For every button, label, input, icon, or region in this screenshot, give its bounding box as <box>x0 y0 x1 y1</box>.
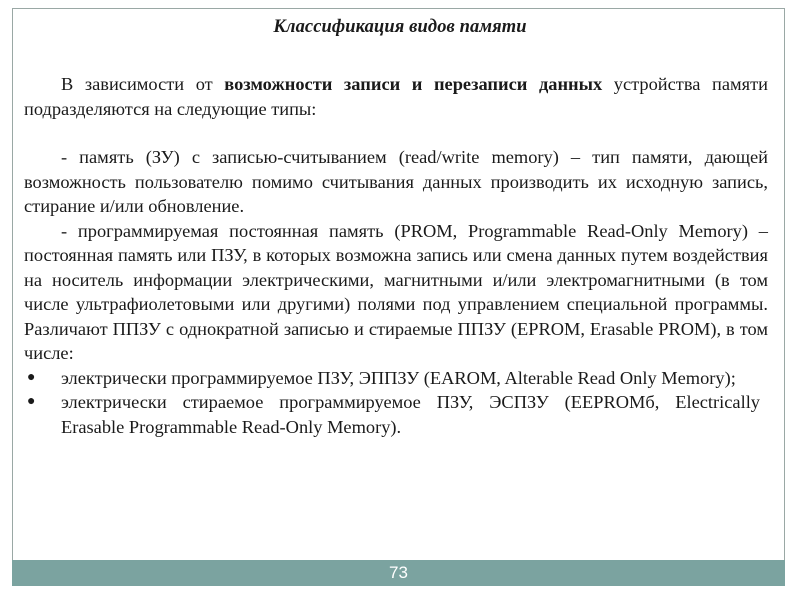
list-item <box>24 366 768 391</box>
paragraph-prom: - программируемая постоянная память (PROM, Programmable Read-Only Memory) – постоянная память или ПЗУ, в которых возможна запись или смена данных путем воздействия на носитель информации электрическими, магнитными и/или электромагнитными (в том числе ультрафиолетовыми или другими) полями под управлением специальной программы. Различают ППЗУ с однократной записью и стираемые ППЗУ (EPROM, Erasable PROM), в том числе: <box>24 220 768 363</box>
bullet-text: электрически программируемое ПЗУ, ЭППЗУ (EAROM, Alterable Read Only Memory); <box>61 367 736 388</box>
intro-text-before: В зависимости от <box>61 74 225 94</box>
paragraph-gap <box>24 121 768 145</box>
paragraph-rw-memory: - память (ЗУ) с записью-считыванием (read/write memory) – тип памяти, дающей возможность пользователю помимо считывания данных производить их исходную запись, стирание и/или обновление. <box>24 147 768 216</box>
page-number: 73 <box>389 563 408 582</box>
intro-text-bold: возможности записи и перезаписи данных <box>224 74 603 94</box>
slide-title: Классификация видов памяти <box>273 17 527 37</box>
bullet-text: электрически стираемое программируемое ПЗУ, ЭСПЗУ (EEPROMб, Electrically Erasable Programmable Read-Only Memory). <box>61 392 760 437</box>
intro-text-after: устройства памяти подразделяются на следующие типы: <box>24 74 768 119</box>
bullet-icon: ● <box>27 369 36 385</box>
slide-content <box>24 72 768 439</box>
footer-bar <box>12 560 785 586</box>
intro-paragraph <box>24 72 768 121</box>
list-item <box>24 390 768 439</box>
bullet-list <box>24 366 768 440</box>
bullet-icon: ● <box>27 394 36 409</box>
